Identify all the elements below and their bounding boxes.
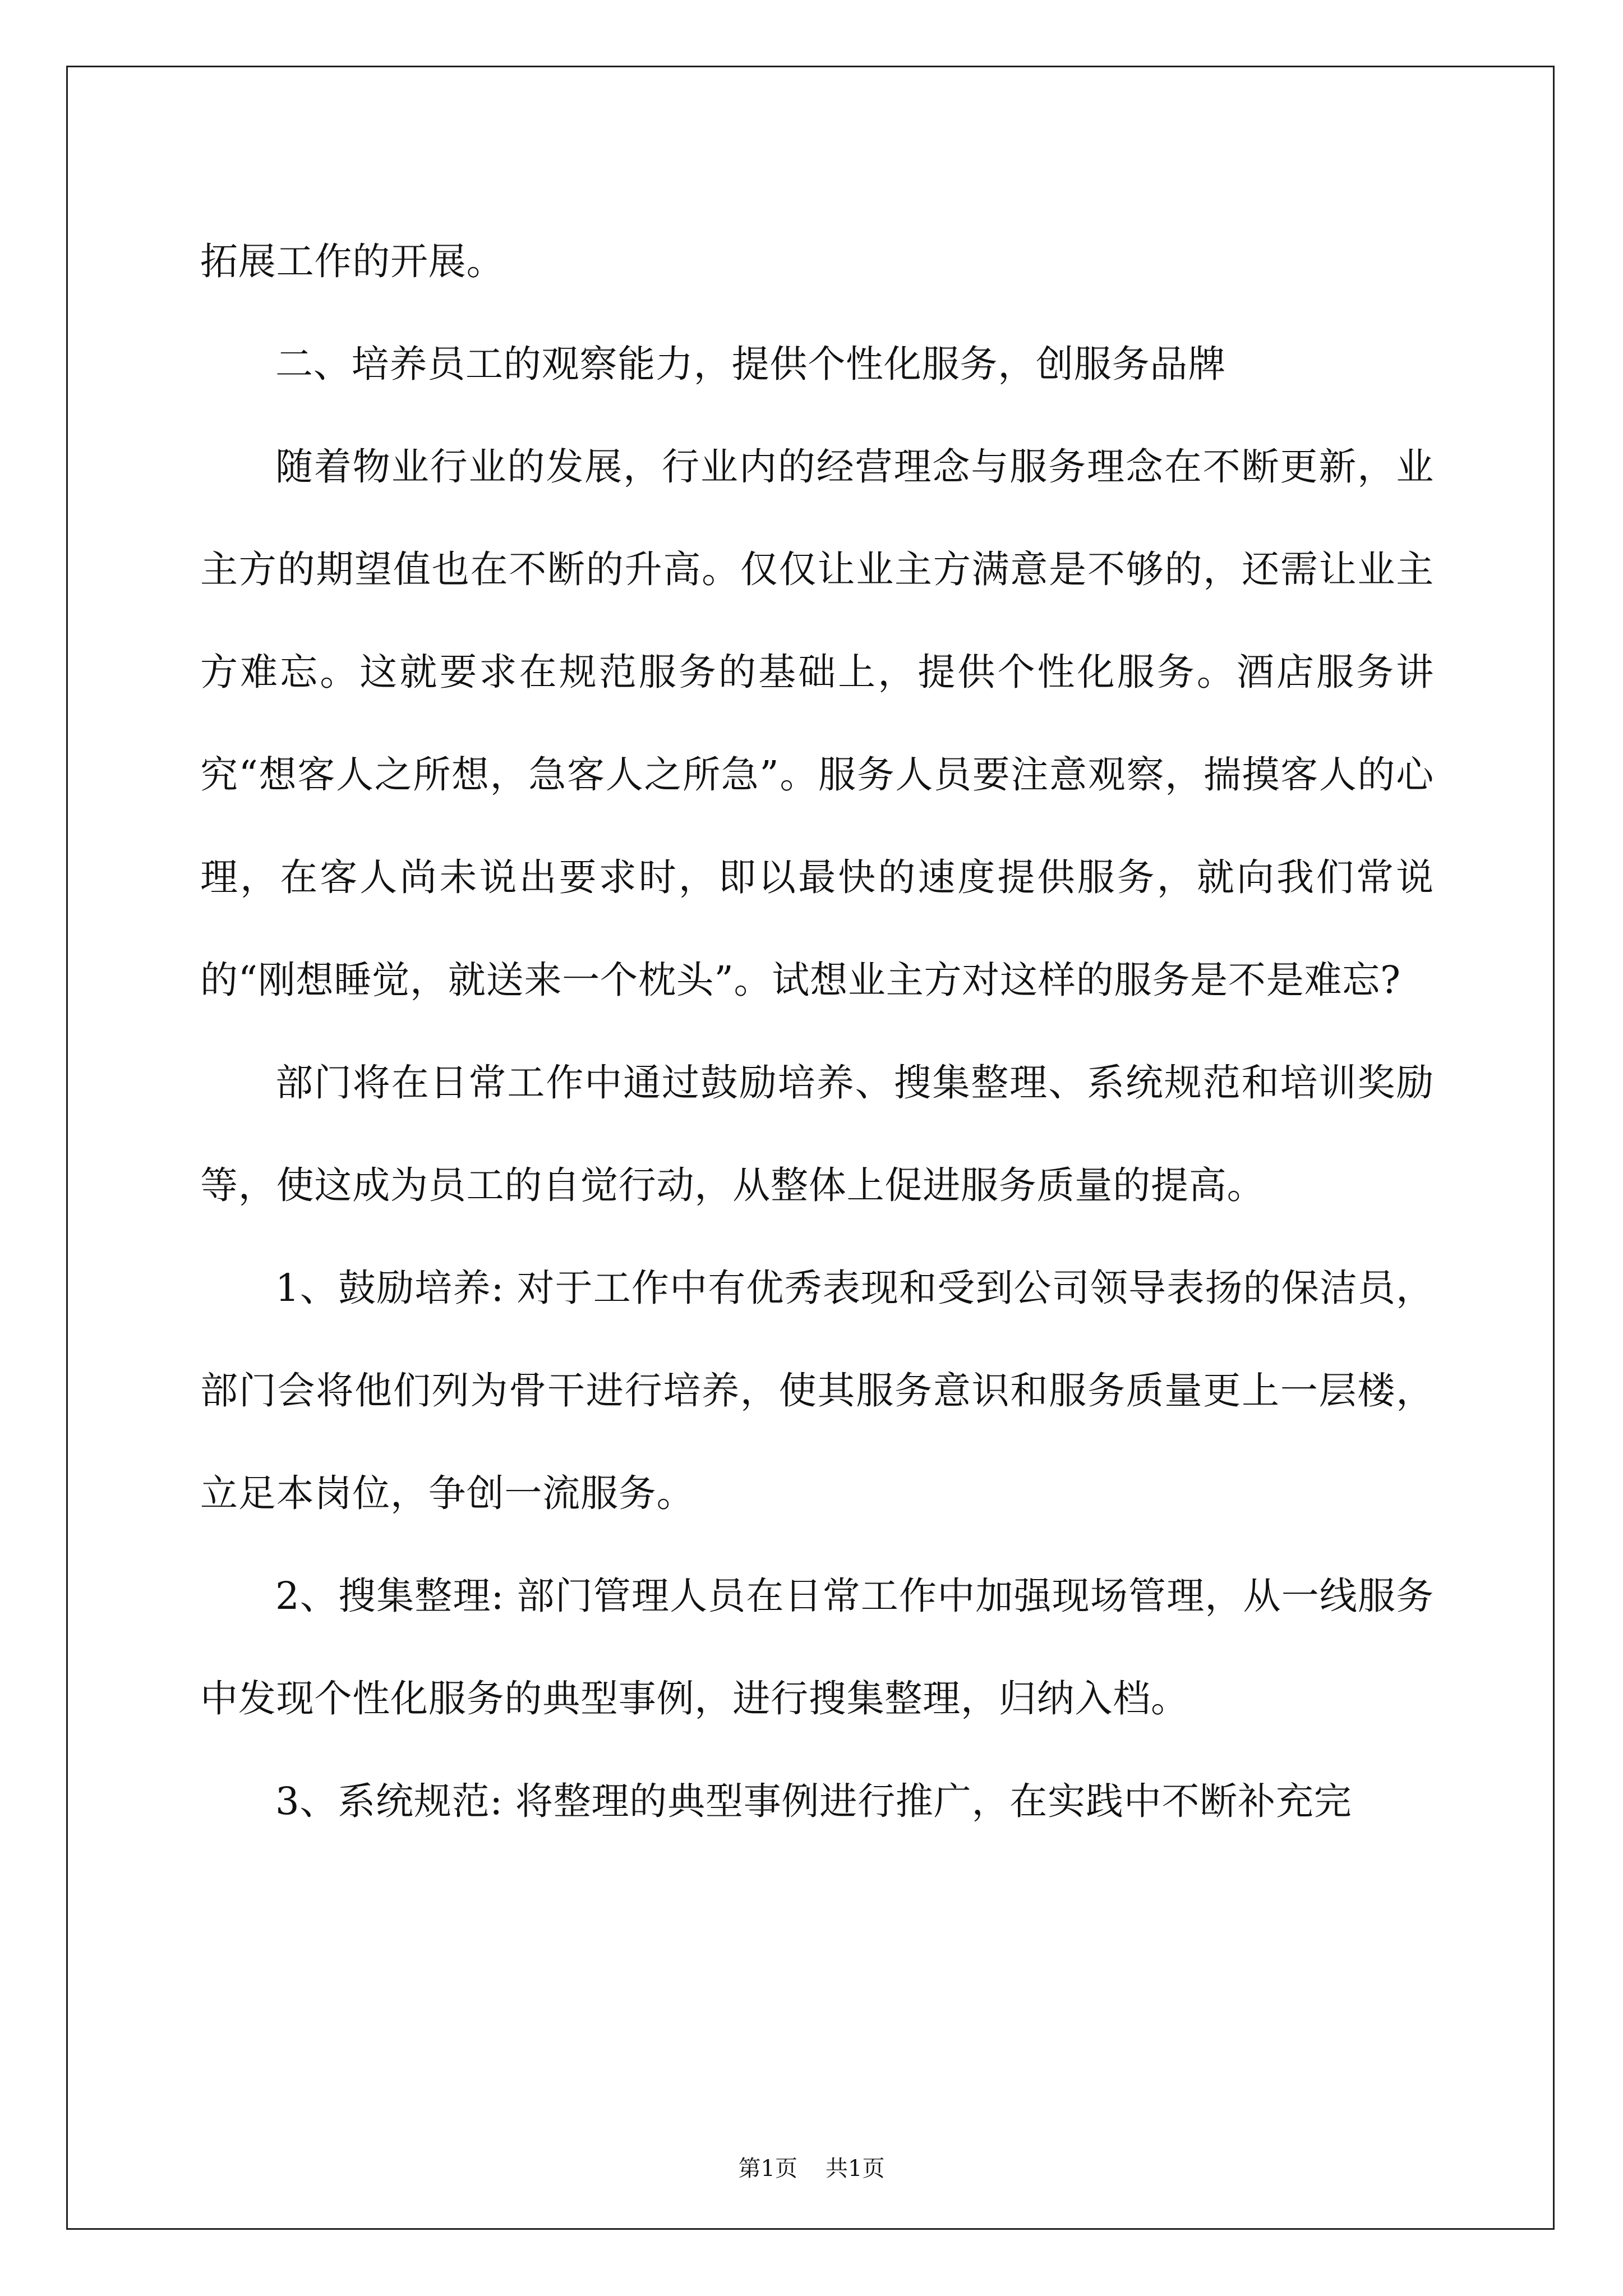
paragraph-7: 3、系统规范: 将整理的典型事例进行推广，在实践中不断补充完 xyxy=(275,1779,1352,1823)
page-footer xyxy=(0,2153,1623,2184)
paragraph-1: 拓展工作的开展。 xyxy=(200,240,505,283)
page-number: 第1页 xyxy=(738,2156,797,2182)
document-body xyxy=(200,210,1434,1853)
paragraph-4: 部门将在日常工作中通过鼓励培养、搜集整理、系统规范和培训奖励等，使这成为员工的自觉行动，从整体上促进服务质量的提高。 xyxy=(200,1061,1434,1207)
paragraph-2-heading: 二、培养员工的观察能力，提供个性化服务，创服务品牌 xyxy=(275,342,1226,386)
paragraph-6: 2、搜集整理: 部门管理人员在日常工作中加强现场管理，从一线服务中发现个性化服务的典型事例，进行搜集整理，归纳入档。 xyxy=(200,1574,1434,1720)
paragraph-3: 随着物业行业的发展，行业内的经营理念与服务理念在不断更新，业主方的期望值也在不断的升高。仅仅让业主方满意是不够的，还需让业主方难忘。这就要求在规范服务的基础上，提供个性化服务。酒店服务讲究“想客人之所想，急客人之所急”。服务人员要注意观察，揣摸客人的心理，在客人尚未说出要求时，即以最快的速度提供服务，就向我们常说的“刚想睡觉，就送来一个枕头”。试想业主方对这样的服务是不是难忘? xyxy=(200,445,1434,1002)
paragraph-5: 1、鼓励培养: 对于工作中有优秀表现和受到公司领导表扬的保洁员，部门会将他们列为骨干进行培养，使其服务意识和服务质量更上一层楼，立足本岗位，争创一流服务。 xyxy=(200,1266,1434,1515)
page-total: 共1页 xyxy=(826,2156,885,2182)
